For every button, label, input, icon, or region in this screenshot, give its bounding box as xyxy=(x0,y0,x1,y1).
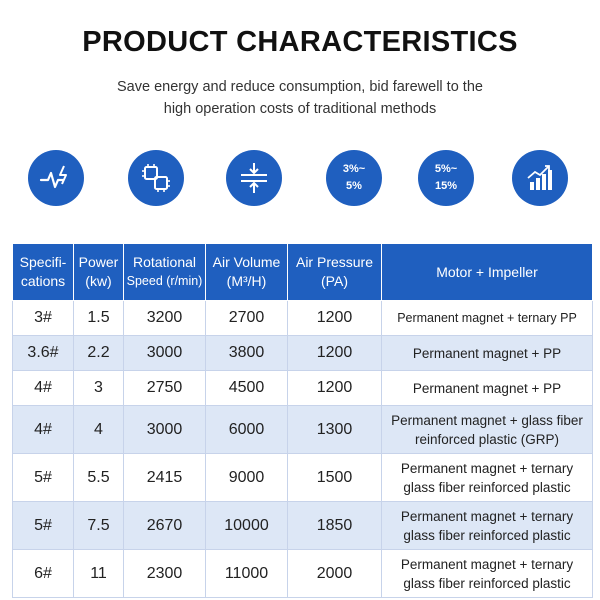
cell-speed: 3000 xyxy=(124,406,206,454)
cell-pressure: 1500 xyxy=(288,454,382,502)
subtitle-line-2: high operation costs of traditional methods xyxy=(163,101,437,117)
table-row xyxy=(13,502,593,550)
cell-speed: 2300 xyxy=(124,550,206,598)
cell-motor: Permanent magnet + ternary glass fiber reinforced plastic xyxy=(382,550,593,598)
cell-power: 1.5 xyxy=(74,301,124,336)
cell-volume: 6000 xyxy=(206,406,288,454)
cell-spec: 6# xyxy=(13,550,74,598)
cell-pressure: 2000 xyxy=(288,550,382,598)
page-title: PRODUCT CHARACTERISTICS xyxy=(82,26,518,58)
cell-power: 4 xyxy=(74,406,124,454)
compress-arrows-icon xyxy=(226,150,282,206)
cell-pressure: 1200 xyxy=(288,336,382,371)
cell-motor: Permanent magnet + PP xyxy=(382,336,593,371)
cell-power: 2.2 xyxy=(74,336,124,371)
table-row xyxy=(13,336,593,371)
subtitle-line-1: Save energy and reduce consumption, bid farewell to the xyxy=(117,79,483,95)
header-line: Power xyxy=(78,254,119,270)
header-line: cations xyxy=(20,273,66,289)
cell-spec: 4# xyxy=(13,371,74,406)
cell-volume: 10000 xyxy=(206,502,288,550)
cell-volume: 9000 xyxy=(206,454,288,502)
page-subtitle xyxy=(100,76,500,120)
percent-badge-icon xyxy=(326,150,382,206)
header-line: Air Volume xyxy=(212,254,281,270)
header-rotational-speed xyxy=(124,244,206,301)
cell-volume: 3800 xyxy=(206,336,288,371)
header-line: (PA) xyxy=(321,273,348,289)
percent-badge-line-2: 5% xyxy=(346,180,362,192)
percent-badge-line-1: 5%~ xyxy=(434,163,458,175)
cell-motor: Permanent magnet + ternary PP xyxy=(382,301,593,336)
header-power xyxy=(74,244,124,301)
cell-pressure: 1850 xyxy=(288,502,382,550)
cell-speed: 3000 xyxy=(124,336,206,371)
percent-badge-line-1: 3%~ xyxy=(342,163,366,175)
feature-icons-row xyxy=(0,150,600,210)
header-air-pressure xyxy=(288,244,382,301)
cell-speed: 2670 xyxy=(124,502,206,550)
cell-motor: Permanent magnet + ternary glass fiber reinforced plastic xyxy=(382,502,593,550)
header-line: Air Pressure xyxy=(295,254,374,270)
cell-volume: 11000 xyxy=(206,550,288,598)
cell-pressure: 1200 xyxy=(288,301,382,336)
header-line: Speed (r/min) xyxy=(126,274,203,288)
table-row xyxy=(13,454,593,502)
table-header-row xyxy=(13,244,593,301)
cell-spec: 4# xyxy=(13,406,74,454)
cell-speed: 2750 xyxy=(124,371,206,406)
specifications-table xyxy=(12,243,593,598)
cell-pressure: 1300 xyxy=(288,406,382,454)
cell-motor: Permanent magnet + ternary glass fiber reinforced plastic xyxy=(382,454,593,502)
cell-power: 7.5 xyxy=(74,502,124,550)
cell-speed: 3200 xyxy=(124,301,206,336)
bar-chart-growth-icon xyxy=(512,150,568,206)
cell-spec: 5# xyxy=(13,454,74,502)
percent-badge-icon xyxy=(418,150,474,206)
cell-volume: 4500 xyxy=(206,371,288,406)
cell-spec: 3# xyxy=(13,301,74,336)
chip-icon xyxy=(128,150,184,206)
table-row xyxy=(13,550,593,598)
cell-motor: Permanent magnet + glass fiber reinforced plastic (GRP) xyxy=(382,406,593,454)
cell-spec: 3.6# xyxy=(13,336,74,371)
cell-volume: 2700 xyxy=(206,301,288,336)
cell-power: 3 xyxy=(74,371,124,406)
table-row xyxy=(13,406,593,454)
header-line: Rotational xyxy=(132,254,197,270)
cell-power: 11 xyxy=(74,550,124,598)
header-motor-impeller: Motor + Impeller xyxy=(382,244,593,301)
table-row xyxy=(13,301,593,336)
header-line: (kw) xyxy=(85,273,112,289)
header-line: (M³/H) xyxy=(226,273,267,289)
cell-power: 5.5 xyxy=(74,454,124,502)
percent-badge-line-2: 15% xyxy=(434,180,457,192)
cell-spec: 5# xyxy=(13,502,74,550)
header-specifications xyxy=(13,244,74,301)
header-line: Specifi- xyxy=(19,254,67,270)
header-air-volume xyxy=(206,244,288,301)
power-pulse-icon xyxy=(28,150,84,206)
table-row xyxy=(13,371,593,406)
cell-speed: 2415 xyxy=(124,454,206,502)
cell-motor: Permanent magnet + PP xyxy=(382,371,593,406)
cell-pressure: 1200 xyxy=(288,371,382,406)
